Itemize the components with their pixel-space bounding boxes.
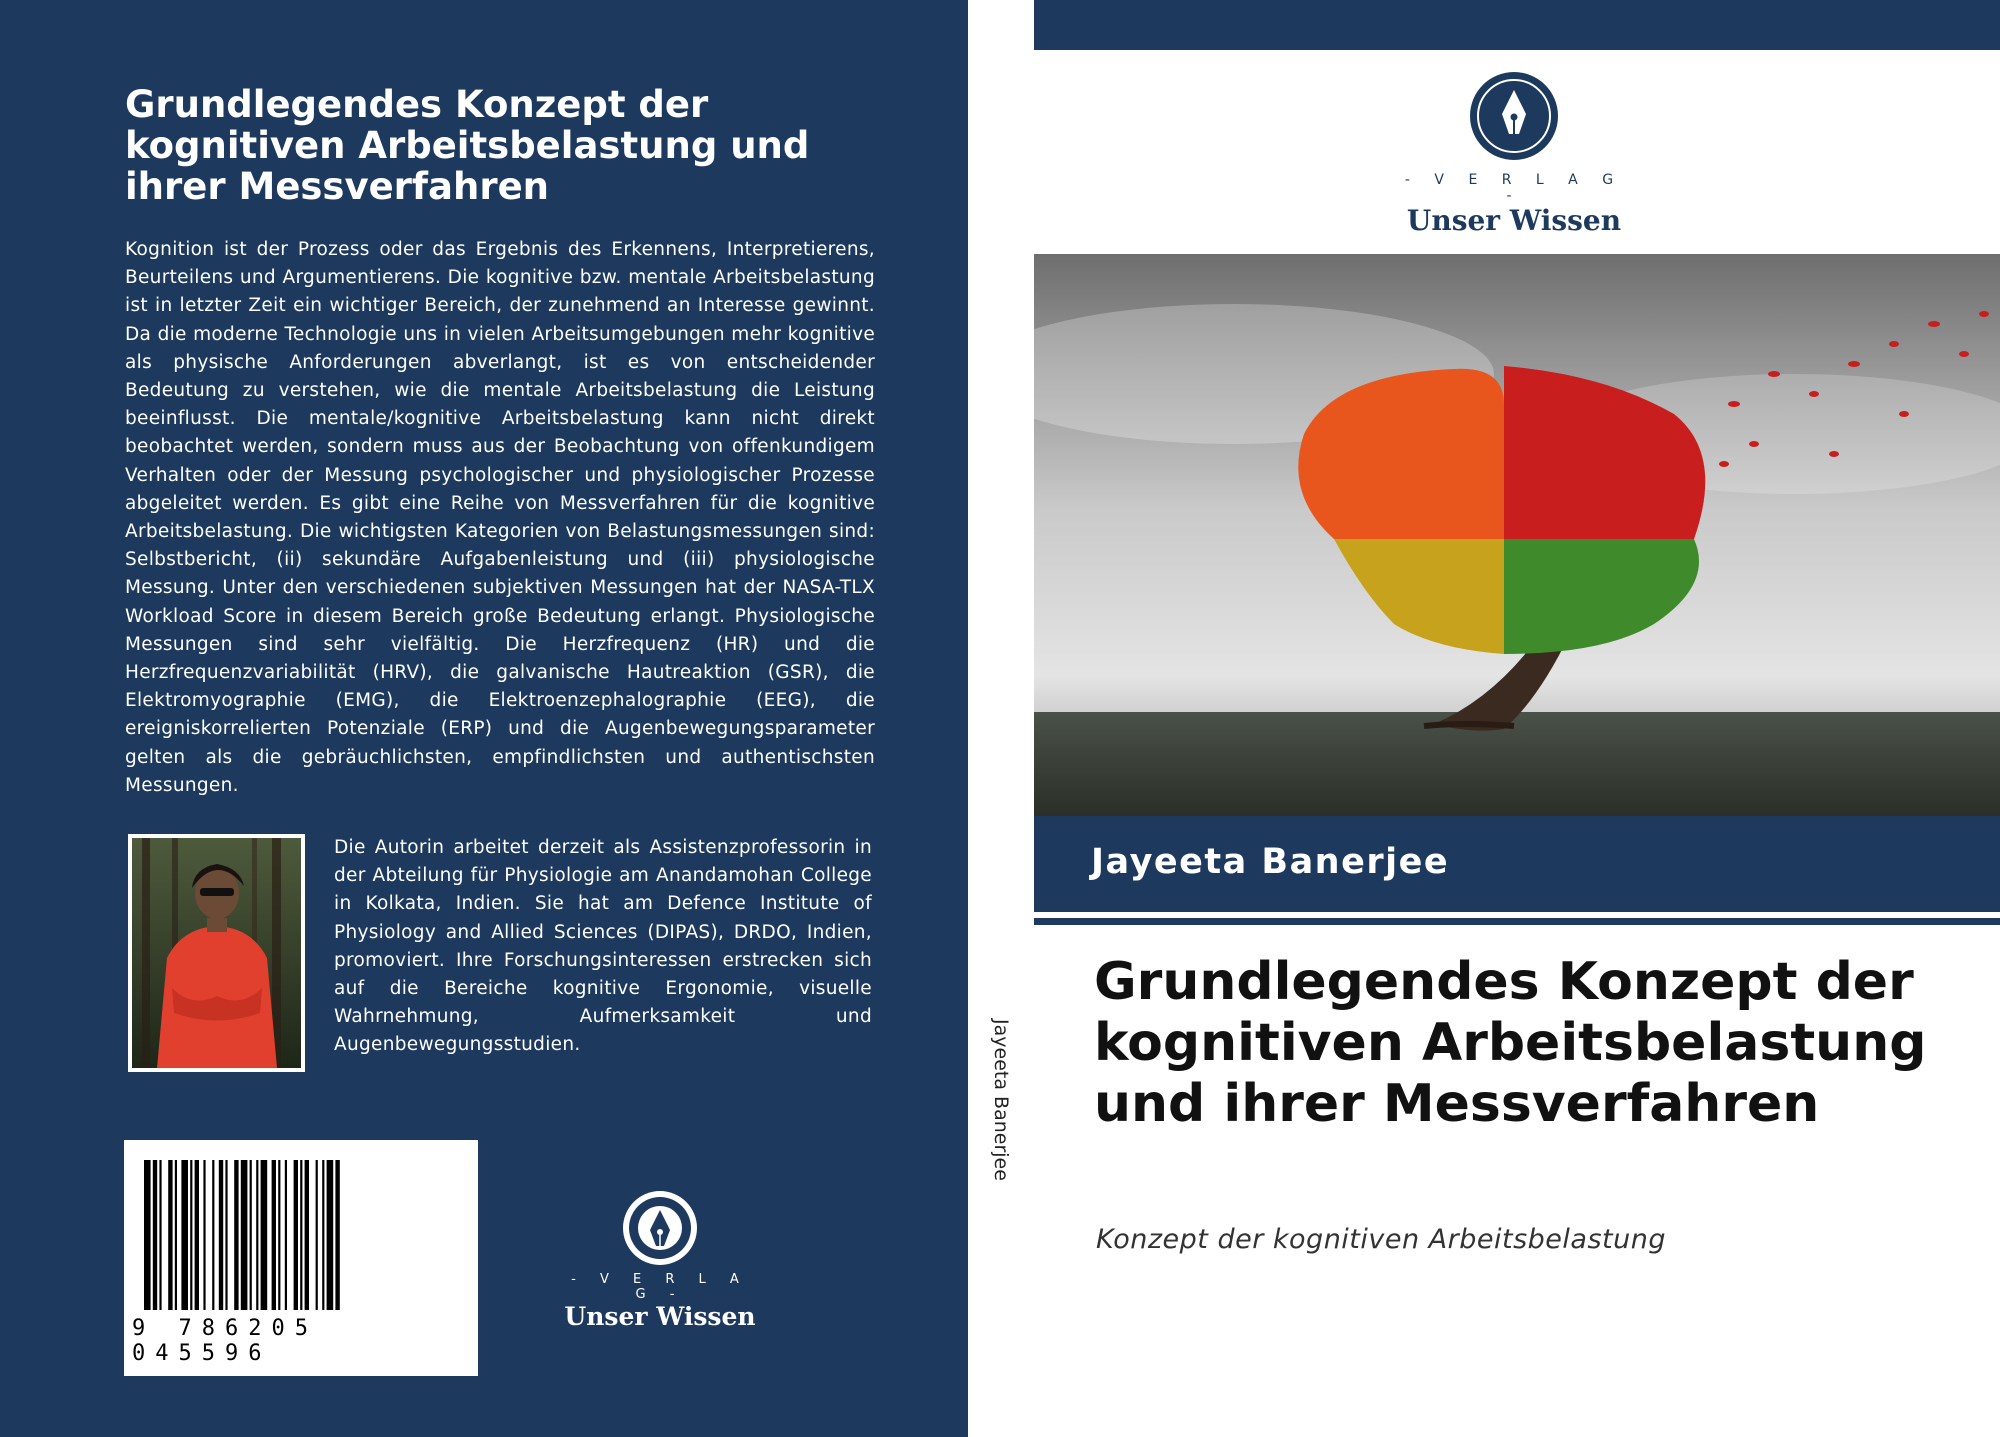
- barcode-bar: [322, 1160, 324, 1310]
- barcode-bar: [327, 1160, 334, 1310]
- author-divider: [1034, 918, 2000, 925]
- barcode-bar: [195, 1160, 199, 1310]
- front-publisher-logo: [1394, 70, 1634, 237]
- barcode: [124, 1140, 478, 1376]
- front-author-name: Jayeeta Banerjee: [1091, 842, 1450, 882]
- barcode-bar: [241, 1160, 248, 1310]
- barcode-bar: [212, 1160, 214, 1310]
- author-band: [1034, 816, 2000, 912]
- author-photo: [128, 834, 305, 1072]
- front-title: Grundlegendes Konzept der kognitiven Arbeitsbelastung und ihrer Messverfahren: [1094, 952, 1927, 1134]
- spine: [968, 0, 1034, 1437]
- barcode-bar: [159, 1160, 161, 1310]
- back-logo-verlag: - V E R L A G -: [571, 1272, 749, 1302]
- barcode-bar: [272, 1160, 276, 1310]
- barcode-bar: [256, 1160, 258, 1310]
- front-subtitle: Konzept der kognitiven Arbeitsbelastung: [1096, 1224, 1666, 1255]
- front-cover: [1034, 0, 2000, 1437]
- back-logo-name: Unser Wissen: [564, 1302, 756, 1331]
- barcode-bar: [219, 1160, 223, 1310]
- barcode-bar: [181, 1160, 188, 1310]
- barcode-bar: [278, 1160, 280, 1310]
- barcode-bar: [294, 1160, 298, 1310]
- barcode-number: 9 786205 045596: [132, 1316, 318, 1366]
- front-top-bar: [1034, 0, 2000, 50]
- back-cover: [0, 0, 968, 1437]
- author-bio: Die Autorin arbeitet derzeit als Assistenzprofessorin in der Abteilung für Physiologie am Anandamohan College in Kolkata, Indien. Sie hat am Defence Institute of Physiology and Allied Sciences (DIPAS), DRDO, Indien, promoviert. Ihre Forschungsinteressen erstrecken sich auf die Bereiche kognitive Ergonomie, visuelle Wahrnehmung, Aufmerksamkeit und Augenbewegungsstudien.: [334, 837, 872, 1056]
- barcode-bar: [203, 1160, 205, 1310]
- barcode-bar: [316, 1160, 318, 1310]
- cover-illustration: [1034, 254, 2000, 816]
- front-logo-name: Unser Wissen: [1406, 204, 1622, 237]
- barcode-bar: [234, 1160, 238, 1310]
- barcode-bar: [305, 1160, 309, 1310]
- barcode-bar: [153, 1160, 157, 1310]
- barcode-bar: [225, 1160, 227, 1310]
- spine-author: Jayeeta Banerjee: [990, 1019, 1012, 1181]
- barcode-bar: [261, 1160, 268, 1310]
- barcode-bar: [250, 1160, 252, 1310]
- tree-brain-illustration: [1034, 254, 2000, 816]
- pen-nib-logo-icon: [1468, 70, 1560, 162]
- back-cover-title: Grundlegendes Konzept der kognitiven Arbeitsbelastung und ihrer Messverfahren: [125, 83, 810, 208]
- barcode-bar: [300, 1160, 302, 1310]
- barcode-bar: [175, 1160, 177, 1310]
- barcode-bar: [285, 1160, 287, 1310]
- barcode-bar: [335, 1160, 339, 1310]
- author-portrait-image: [132, 838, 301, 1068]
- barcode-bar: [190, 1160, 192, 1310]
- barcode-bars: [124, 1140, 478, 1340]
- back-publisher-logo: [560, 1188, 760, 1331]
- barcode-bar: [168, 1160, 172, 1310]
- pen-nib-logo-icon: [620, 1188, 700, 1268]
- front-logo-verlag: - V E R L A G -: [1404, 172, 1624, 204]
- barcode-bar: [144, 1160, 151, 1310]
- back-cover-blurb: Kognition ist der Prozess oder das Ergebnis des Erkennens, Interpretierens, Beurteilens und Argumentierens. Die kognitive bzw. mentale Arbeitsbelastung ist in letzter Zeit ein wichtiger Bereich, der zunehmend an Interesse gewinnt. Da die moderne Technologie uns in vielen Arbeitsumgebungen mehr kognitive als physische Anforderungen abverlangt, ist es von entscheidender Bedeutung zu verstehen, wie die mentale Arbeitsbelastung die Leistung beeinflusst. Die mentale/kognitive Arbeitsbelastung kann nicht direkt beobachtet werden, sondern muss aus der Beobachtung von offenkundigem Verhalten oder der Messung psychologischer und physiologischer Prozesse abgeleitet werden. Es gibt eine Reihe von Messverfahren für die kognitive Arbeitsbelastung. Die wichtigsten Kategorien von Belastungsmessungen sind: Selbstbericht, (ii) sekundäre Aufgabenleistung und (iii) physiologische Messung. Unter den verschiedenen subjektiven Messungen hat der NASA-TLX Workload Score in diesem Bereich große Bedeutung erlangt. Physiologische Messungen sind sehr vielfältig. Die Herzfrequenz (HR) und die Herzfrequenzvariabilität (HRV), die galvanische Hautreaktion (GSR), die Elektromyographie (EMG), die Elektroenzephalographie (EEG), die ereigniskorrelierten Potenziale (ERP) und die Augenbewegungsparameter gelten als die gebräuchlichsten, empfindlichsten und authentischsten Messungen.: [125, 239, 875, 796]
